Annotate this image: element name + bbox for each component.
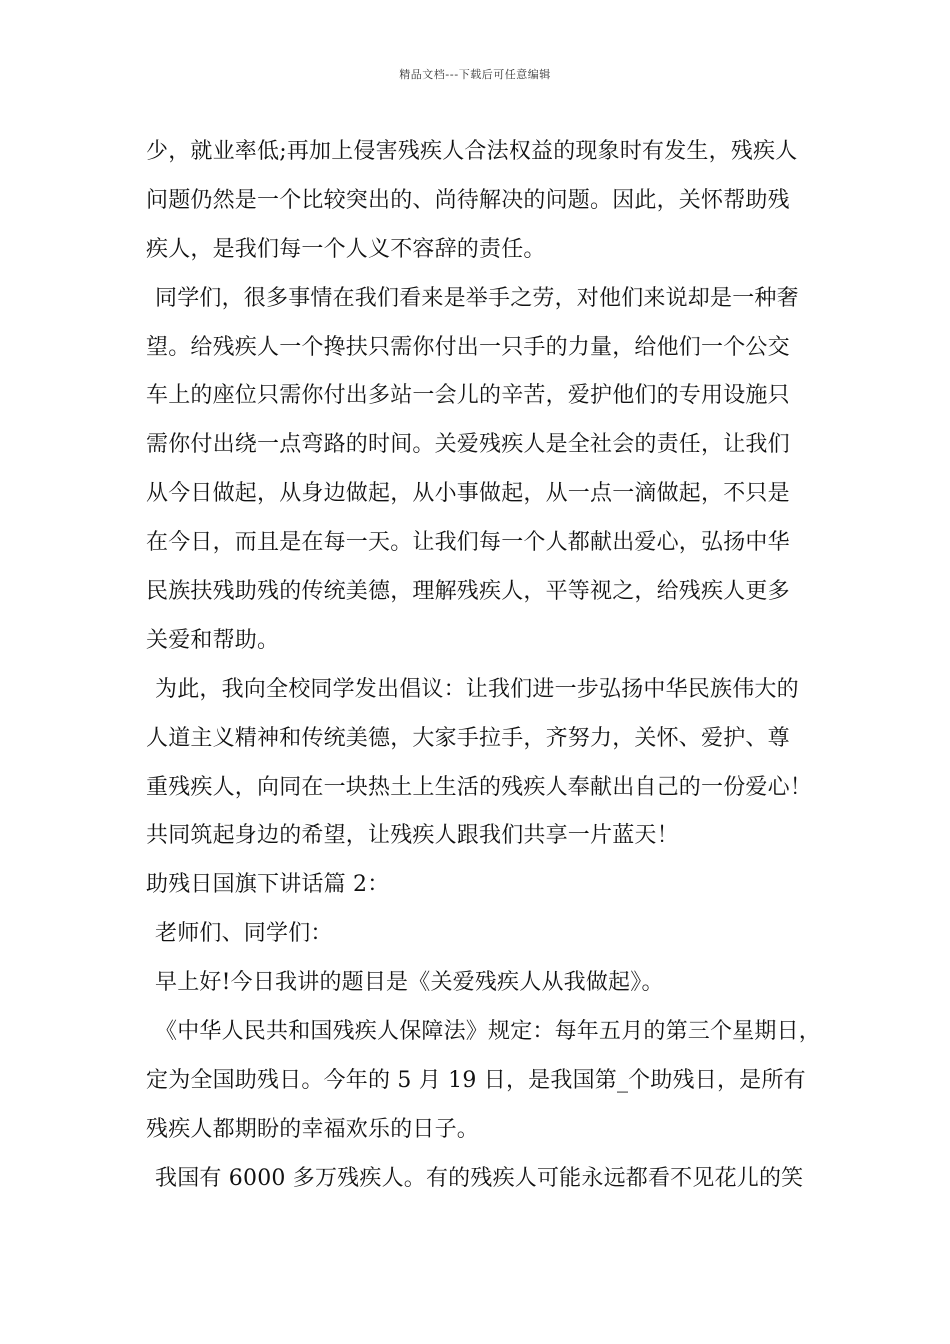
document-body — [146, 132, 826, 1208]
text-line: 同学们，很多事情在我们看来是举手之劳，对他们来说却是一种奢 — [155, 285, 799, 311]
text-line: 残疾人都期盼的幸福欢乐的日子。 — [146, 1116, 480, 1142]
text-line: 疾人，是我们每一个人义不容辞的责任。 — [146, 236, 546, 262]
text-line: 定为全国助残日。今年的 5 月 19 日，是我国第_个助残日，是所有 — [146, 1067, 806, 1093]
section-heading: 助残日国旗下讲话篇 2： — [146, 872, 390, 898]
text-line: 《中华人民共和国残疾人保障法》规定：每年五月的第三个星期日， — [155, 1019, 822, 1045]
text-line: 重残疾人，向同在一块热土上生活的残疾人奉献出自己的一份爱心！ — [146, 774, 813, 800]
page-header: 精品文档---下载后可任意编辑 — [399, 68, 551, 81]
text-line: 共同筑起身边的希望，让残疾人跟我们共享一片蓝天！ — [146, 823, 679, 849]
text-line: 早上好!今日我讲的题目是《关爱残疾人从我做起》。 — [155, 970, 664, 996]
text-line: 为此，我向全校同学发出倡议：让我们进一步弘扬中华民族伟大的 — [155, 676, 799, 702]
text-line: 少，就业率低;再加上侵害残疾人合法权益的现象时有发生，残疾人 — [146, 139, 798, 164]
text-line: 我国有 6000 多万残疾人。有的残疾人可能永远都看不见花儿的笑 — [155, 1165, 804, 1191]
text-line: 民族扶残助残的传统美德，理解残疾人，平等视之，给残疾人更多 — [146, 579, 790, 605]
text-line: 问题仍然是一个比较突出的、尚待解决的问题。因此，关怀帮助残 — [146, 187, 790, 213]
text-line: 需你付出绕一点弯路的时间。关爱残疾人是全社会的责任，让我们 — [146, 432, 790, 458]
text-line: 关爱和帮助。 — [146, 627, 280, 653]
text-line: 在今日，而且是在每一天。让我们每一个人都献出爱心，弘扬中华 — [146, 530, 790, 556]
text-line: 从今日做起，从身边做起，从小事做起，从一点一滴做起，不只是 — [146, 481, 790, 507]
text-line: 人道主义精神和传统美德，大家手拉手，齐努力，关怀、爱护、尊 — [146, 725, 790, 751]
text-line: 望。给残疾人一个搀扶只需你付出一只手的力量，给他们一个公交 — [146, 334, 790, 360]
salutation: 老师们、同学们： — [155, 921, 333, 947]
text-line: 车上的座位只需你付出多站一会儿的辛苦，爱护他们的专用设施只 — [146, 383, 790, 409]
